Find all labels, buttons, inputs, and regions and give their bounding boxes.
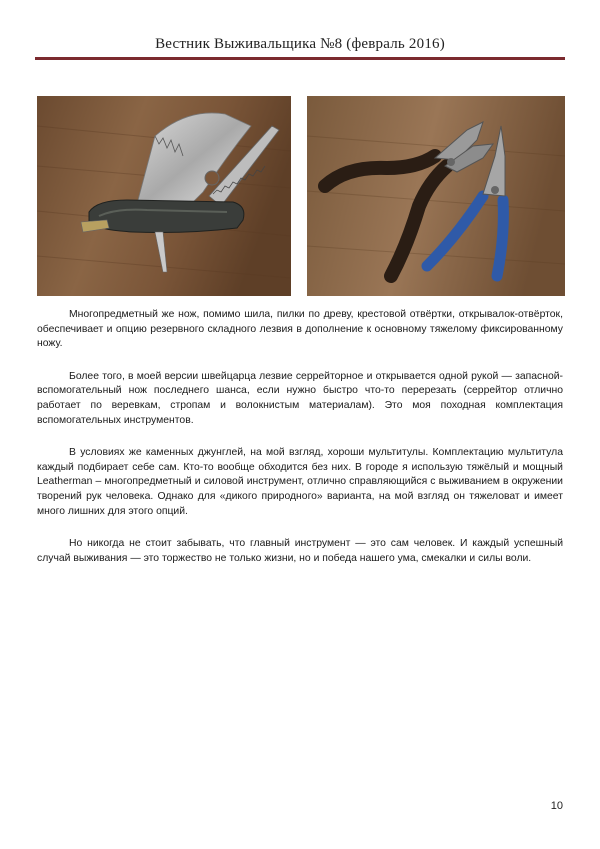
page-header-title: Вестник Выживальщика №8 (февраль 2016) bbox=[155, 36, 445, 52]
folding-knife-image bbox=[37, 96, 291, 296]
paragraph: Многопредметный же нож, помимо шила, пилки по древу, крестовой отвёртки, открывалок-отвёрток, обеспечивает и опцию резервного складного лезвия в дополнение к основному тяжелому фиксированному ножу. bbox=[37, 309, 563, 350]
paragraph: Более того, в моей версии швейцарца лезвие серрейторное и открывается одной рукой — запасной-вспомогательный нож последнего шанса, если нужно быстро что-то перерезать (серрейтор отлично работает по веревкам, стропам и волокнистым материалам). Это моя походная комплектация вспомогательных инструментов. bbox=[37, 370, 563, 426]
page-number: 10 bbox=[550, 800, 563, 812]
paragraph: Но никогда не стоит забывать, что главный инструмент — это сам человек. И каждый успешный случай выживания — это торжество не только жизни, но и победа нашего ума, смекалки и силы воли. bbox=[37, 538, 563, 564]
folding-knife-photo bbox=[37, 96, 291, 296]
pliers-image bbox=[307, 96, 565, 296]
article-body bbox=[37, 308, 563, 584]
paragraph: В условиях же каменных джунглей, на мой взгляд, хороши мультитулы. Комплектацию мультитула каждый подбирает себе сам. Кто-то вообще обходится без них. В городе я использую тяжёлый и мощный Leatherman – многопредметный и силовой инструмент, отлично справляющийся с выживанием в окружении творений рук человека. Однако для «дикого природного» варианта, на мой взгляд он тяжеловат и имеет много лишних для этого опций. bbox=[37, 447, 563, 517]
pliers-photo bbox=[307, 96, 565, 296]
header-divider bbox=[35, 57, 565, 60]
